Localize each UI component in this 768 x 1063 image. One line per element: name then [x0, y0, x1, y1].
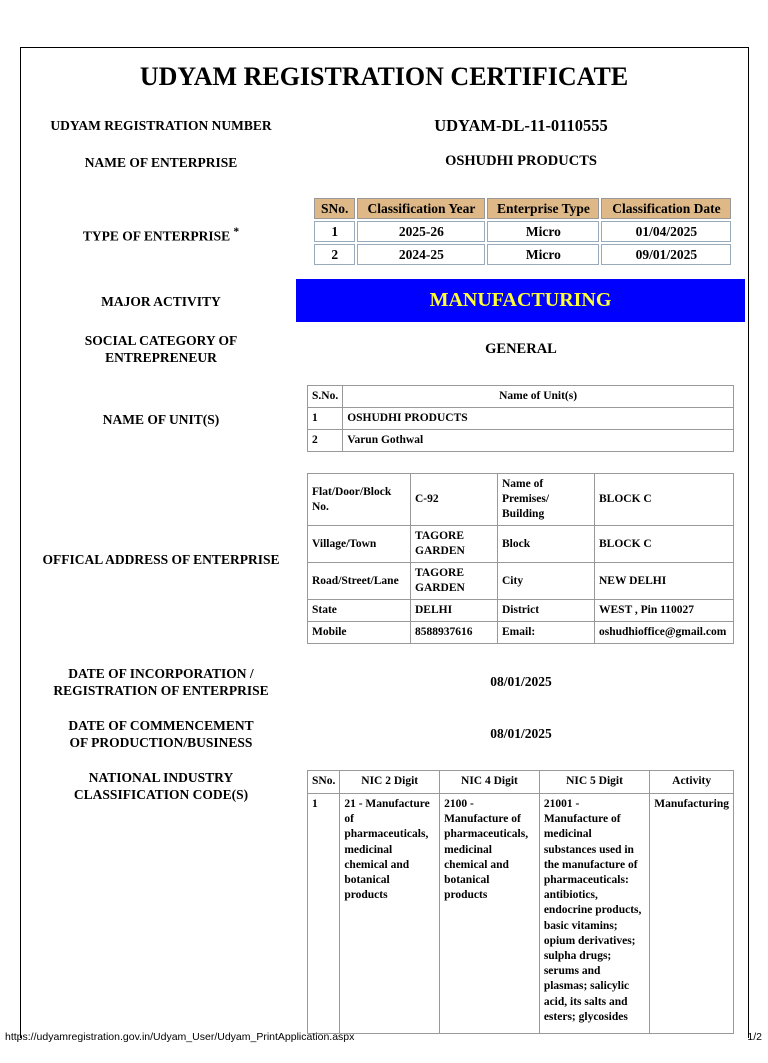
- social-category-label: SOCIAL CATEGORY OF ENTREPRENEUR: [84, 333, 238, 365]
- table-row: [308, 794, 734, 1034]
- cell: Flat/Door/Block No.: [308, 474, 411, 526]
- header-cell: NIC 5 Digit: [539, 771, 649, 794]
- header-cell: SNo.: [308, 771, 340, 794]
- enterprise-name-label: NAME OF ENTERPRISE: [84, 155, 238, 170]
- major-activity-label: MAJOR ACTIVITY: [101, 294, 221, 309]
- incorporation-label: DATE OF INCORPORATION / REGISTRATION OF ENTERPRISE: [53, 666, 269, 698]
- table-row: [308, 563, 734, 600]
- header-cell: Enterprise Type: [487, 198, 599, 219]
- table-row: [314, 221, 731, 242]
- table-header: [314, 198, 731, 219]
- cell: Mobile: [308, 622, 411, 644]
- table-header: [308, 771, 734, 794]
- table-row: [308, 408, 734, 430]
- cell: Road/Street/Lane: [308, 563, 411, 600]
- social-category-value: GENERAL: [485, 341, 557, 357]
- table-row: [308, 622, 734, 644]
- asterisk: *: [233, 226, 240, 238]
- cell: Varun Gothwal: [343, 430, 734, 452]
- table-row: [308, 600, 734, 622]
- cell: City: [498, 563, 595, 600]
- header-cell: Activity: [650, 771, 734, 794]
- table-row: [314, 244, 731, 265]
- cell: BLOCK C: [595, 526, 734, 563]
- cell: 2: [314, 244, 355, 265]
- cell: 2025-26: [357, 221, 485, 242]
- cell: BLOCK C: [595, 474, 734, 526]
- commencement-label: DATE OF COMMENCEMENT OF PRODUCTION/BUSINESS: [68, 718, 254, 750]
- classification-table: [312, 196, 733, 267]
- cell: DELHI: [411, 600, 498, 622]
- table-header: [308, 386, 734, 408]
- header-cell: SNo.: [314, 198, 355, 219]
- nic-table: [307, 770, 734, 1034]
- cell: 1: [314, 221, 355, 242]
- cell: C-92: [411, 474, 498, 526]
- commencement-value: 08/01/2025: [490, 726, 552, 741]
- cell: 1: [308, 408, 343, 430]
- nic-label: NATIONAL INDUSTRY CLASSIFICATION CODE(S): [73, 770, 249, 802]
- cell: District: [498, 600, 595, 622]
- header-cell: Classification Date: [601, 198, 731, 219]
- cell: Village/Town: [308, 526, 411, 563]
- reg-number-label: UDYAM REGISTRATION NUMBER: [50, 118, 272, 133]
- cell: State: [308, 600, 411, 622]
- table-row: [308, 526, 734, 563]
- cell: 2100 - Manufacture of pharmaceuticals, medicinal chemical and botanical products: [440, 794, 540, 1034]
- cell: Email:: [498, 622, 595, 644]
- cell: 21 - Manufacture of pharmaceuticals, medicinal chemical and botanical products: [340, 794, 440, 1034]
- cell: OSHUDHI PRODUCTS: [343, 408, 734, 430]
- cell: TAGORE GARDEN: [411, 563, 498, 600]
- type-label-text: TYPE OF ENTERPRISE: [82, 228, 231, 244]
- header-cell: NIC 2 Digit: [340, 771, 440, 794]
- reg-number-value: UDYAM-DL-11-0110555: [434, 116, 608, 135]
- cell: 2: [308, 430, 343, 452]
- type-label: [30, 224, 292, 245]
- header-cell: Classification Year: [357, 198, 485, 219]
- header-cell: NIC 4 Digit: [440, 771, 540, 794]
- footer-url: https://udyamregistration.gov.in/Udyam_User/Udyam_PrintApplication.aspx: [5, 1031, 355, 1043]
- cell: Manufacturing: [650, 794, 734, 1034]
- table-row: [308, 474, 734, 526]
- major-activity-value: MANUFACTURING: [296, 279, 745, 322]
- cell: WEST , Pin 110027: [595, 600, 734, 622]
- cell: Name of Premises/ Building: [498, 474, 595, 526]
- cell: 09/01/2025: [601, 244, 731, 265]
- cell: Block: [498, 526, 595, 563]
- units-label: NAME OF UNIT(S): [102, 412, 220, 427]
- address-label: OFFICAL ADDRESS OF ENTERPRISE: [42, 552, 280, 567]
- page-number: 1/2: [747, 1031, 762, 1043]
- page-title: UDYAM REGISTRATION CERTIFICATE: [139, 62, 629, 91]
- cell: Micro: [487, 244, 599, 265]
- table-row: [308, 430, 734, 452]
- email-value: oshudhioffice@gmail.com: [595, 622, 734, 644]
- header-cell: S.No.: [308, 386, 343, 408]
- cell: TAGORE GARDEN: [411, 526, 498, 563]
- cell: 1: [308, 794, 340, 1034]
- cell: 2024-25: [357, 244, 485, 265]
- cell: Micro: [487, 221, 599, 242]
- incorporation-value: 08/01/2025: [490, 674, 552, 689]
- enterprise-name-value: OSHUDHI PRODUCTS: [445, 153, 597, 169]
- cell: 21001 - Manufacture of medicinal substances used in the manufacture of pharmaceuticals: antibiotics, endocrine products, basic vitamins; opium derivatives; sulpha drugs; serums and plasmas; salicylic acid, its salts and esters; glycosides: [539, 794, 649, 1034]
- cell: 8588937616: [411, 622, 498, 644]
- header-cell: Name of Unit(s): [343, 386, 734, 408]
- units-table: [307, 385, 734, 452]
- cell: 01/04/2025: [601, 221, 731, 242]
- cell: NEW DELHI: [595, 563, 734, 600]
- address-table: [307, 473, 734, 644]
